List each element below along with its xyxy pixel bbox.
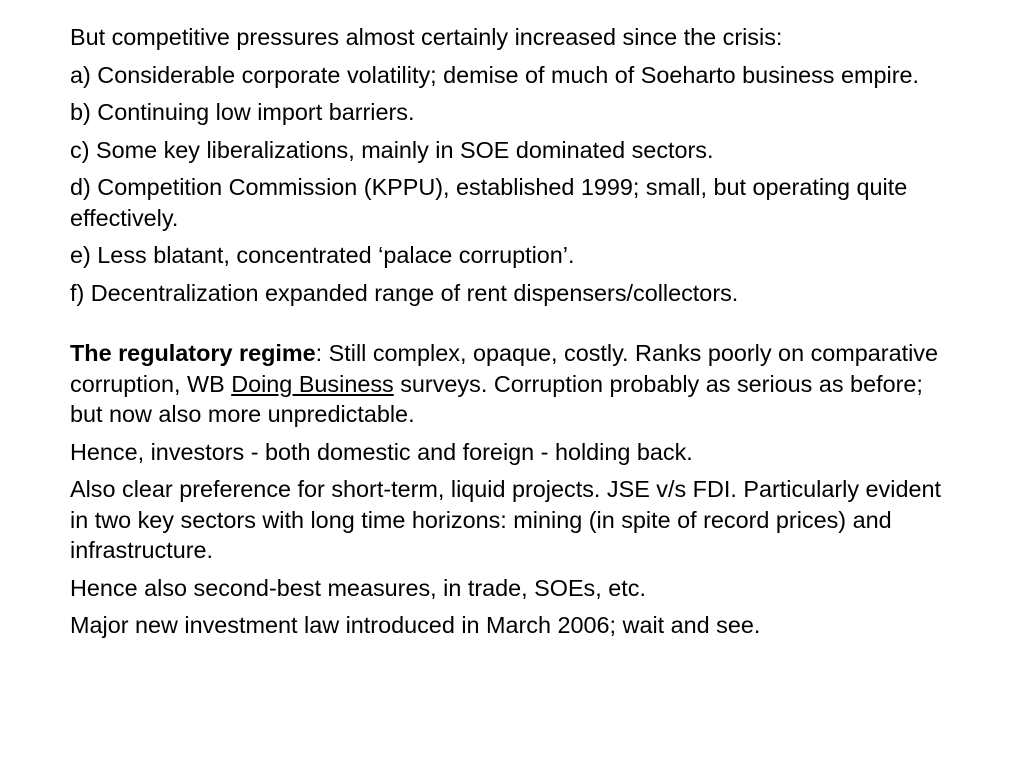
doing-business-title: Doing Business bbox=[231, 370, 394, 397]
list-item-f: f) Decentralization expanded range of rent dispensers/collectors. bbox=[70, 279, 739, 306]
regulatory-paragraph bbox=[70, 338, 950, 430]
intro-paragraph: But competitive pressures almost certainly increased since the crisis: bbox=[70, 24, 783, 50]
regulatory-text-1: : Still complex, opaque, costly. Ranks poorly on comparative corruption, WB bbox=[70, 340, 938, 397]
list-item-e: e) Less blatant, concentrated ‘palace corruption’. bbox=[70, 242, 575, 268]
investment-law-paragraph: Major new investment law introduced in March 2006; wait and see. bbox=[70, 612, 761, 638]
second-best-paragraph: Hence also second-best measures, in trade, SOEs, etc. bbox=[70, 574, 646, 601]
short-term-paragraph: Also clear preference for short-term, liquid projects. JSE v/s FDI. Particularly evident in two key sectors with long time horizons: mining (in spite of record prices) and infrastructure. bbox=[70, 476, 941, 563]
list-item-d: d) Competition Commission (KPPU), established 1999; small, but operating quite effectively. bbox=[70, 174, 908, 231]
list-item-b: b) Continuing low import barriers. bbox=[70, 99, 415, 125]
investors-paragraph: Hence, investors - both domestic and foreign - holding back. bbox=[70, 438, 693, 465]
regulatory-heading: The regulatory regime bbox=[70, 340, 316, 366]
regulatory-text-2: surveys. Corruption probably as serious as before; but now also more unpredictable. bbox=[70, 370, 923, 427]
slide-body bbox=[70, 22, 950, 648]
list-item-a: a) Considerable corporate volatility; demise of much of Soeharto business empire. bbox=[70, 61, 919, 88]
list-item-c: c) Some key liberalizations, mainly in SOE dominated sectors. bbox=[70, 136, 714, 163]
